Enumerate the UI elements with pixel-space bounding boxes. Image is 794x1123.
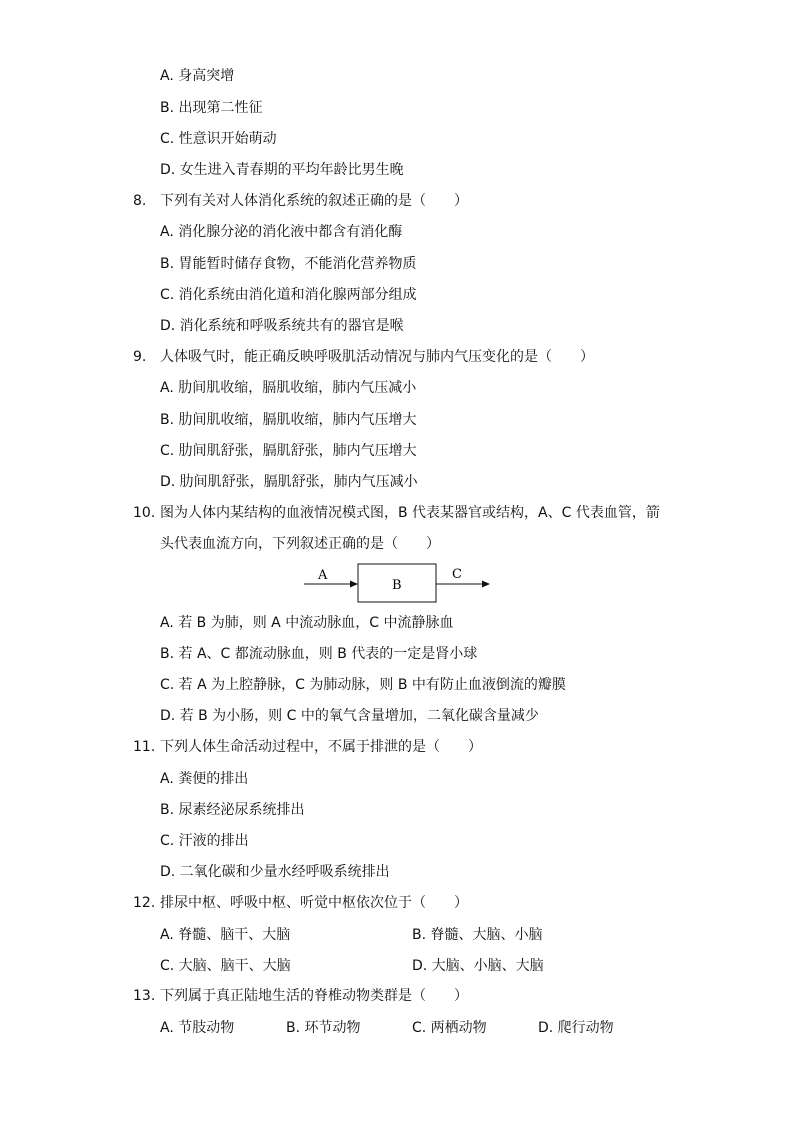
- q12-number: 12.: [133, 895, 156, 911]
- outflow-arrowhead: [482, 581, 490, 588]
- q11-option-a: A. 粪便的排出: [160, 771, 249, 787]
- q9-stem: 人体吸气时，能正确反映呼吸肌活动情况与肺内气压变化的是（ ）: [160, 349, 594, 365]
- q8-option-a: A. 消化腺分泌的消化液中都含有消化酶: [160, 224, 403, 240]
- q10-option-d: D. 若 B 为小肠，则 C 中的氧气含量增加，二氧化碳含量减少: [160, 708, 539, 724]
- q13-option-d: D. 爬行动物: [538, 1020, 614, 1036]
- q13-option-c: C. 两栖动物: [412, 1020, 487, 1036]
- q8-option-c: C. 消化系统由消化道和消化腺两部分组成: [160, 287, 417, 303]
- q8-stem: 下列有关对人体消化系统的叙述正确的是（ ）: [160, 193, 468, 209]
- q11-number: 11.: [133, 739, 156, 755]
- q13-option-b: B. 环节动物: [286, 1020, 361, 1036]
- q11-option-d: D. 二氧化碳和少量水经呼吸系统排出: [160, 864, 390, 880]
- q9-number: 9.: [133, 349, 147, 365]
- q12-option-c: C. 大脑、脑干、大脑: [160, 958, 291, 974]
- inflow-arrowhead: [350, 581, 358, 588]
- blood-flow-svg: [300, 560, 500, 606]
- organ-b-label: B: [392, 578, 402, 593]
- q12-option-d: D. 大脑、小脑、大脑: [412, 958, 544, 974]
- q10-option-a: A. 若 B 为肺，则 A 中流动脉血，C 中流静脉血: [160, 615, 454, 631]
- q11-stem: 下列人体生命活动过程中，不属于排泄的是（ ）: [160, 739, 482, 755]
- vessel-a-label: A: [318, 568, 328, 583]
- q10-stem-line1: 图为人体内某结构的血液情况模式图，B 代表某器官或结构，A、C 代表血管，箭: [160, 505, 660, 521]
- q8-option-d: D. 消化系统和呼吸系统共有的器官是喉: [160, 318, 404, 334]
- q10-number: 10.: [133, 505, 156, 521]
- q13-option-a: A. 节肢动物: [160, 1020, 235, 1036]
- q12-stem: 排尿中枢、呼吸中枢、听觉中枢依次位于（ ）: [160, 895, 468, 911]
- q9-option-c: C. 肋间肌舒张，膈肌舒张，肺内气压增大: [160, 443, 417, 459]
- q8-number: 8.: [133, 193, 147, 209]
- q8-option-b: B. 胃能暂时储存食物，不能消化营养物质: [160, 256, 417, 272]
- q7-option-c: C. 性意识开始萌动: [160, 131, 277, 147]
- q9-option-b: B. 肋间肌收缩，膈肌收缩，肺内气压增大: [160, 412, 417, 428]
- q7-option-b: B. 出现第二性征: [160, 100, 263, 116]
- q12-option-a: A. 脊髓、脑干、大脑: [160, 927, 291, 943]
- q11-option-b: B. 尿素经泌尿系统排出: [160, 802, 305, 818]
- q9-option-d: D. 肋间肌舒张，膈肌舒张，肺内气压减小: [160, 474, 418, 490]
- q7-option-d: D. 女生进入青春期的平均年龄比男生晚: [160, 162, 404, 178]
- q12-option-b: B. 脊髓、大脑、小脑: [412, 927, 543, 943]
- q10-option-b: B. 若 A、C 都流动脉血，则 B 代表的一定是肾小球: [160, 646, 478, 662]
- q7-option-a: A. 身高突增: [160, 68, 235, 84]
- q9-option-a: A. 肋间肌收缩，膈肌收缩，肺内气压减小: [160, 380, 417, 396]
- q10-stem-line2: 头代表血流方向，下列叙述正确的是（ ）: [160, 536, 440, 552]
- vessel-c-label: C: [452, 567, 462, 582]
- q13-stem: 下列属于真正陆地生活的脊椎动物类群是（ ）: [160, 988, 468, 1004]
- q10-option-c: C. 若 A 为上腔静脉，C 为肺动脉，则 B 中有防止血液倒流的瓣膜: [160, 677, 566, 693]
- q13-number: 13.: [133, 988, 156, 1004]
- blood-flow-diagram: [300, 560, 500, 606]
- q11-option-c: C. 汗液的排出: [160, 833, 249, 849]
